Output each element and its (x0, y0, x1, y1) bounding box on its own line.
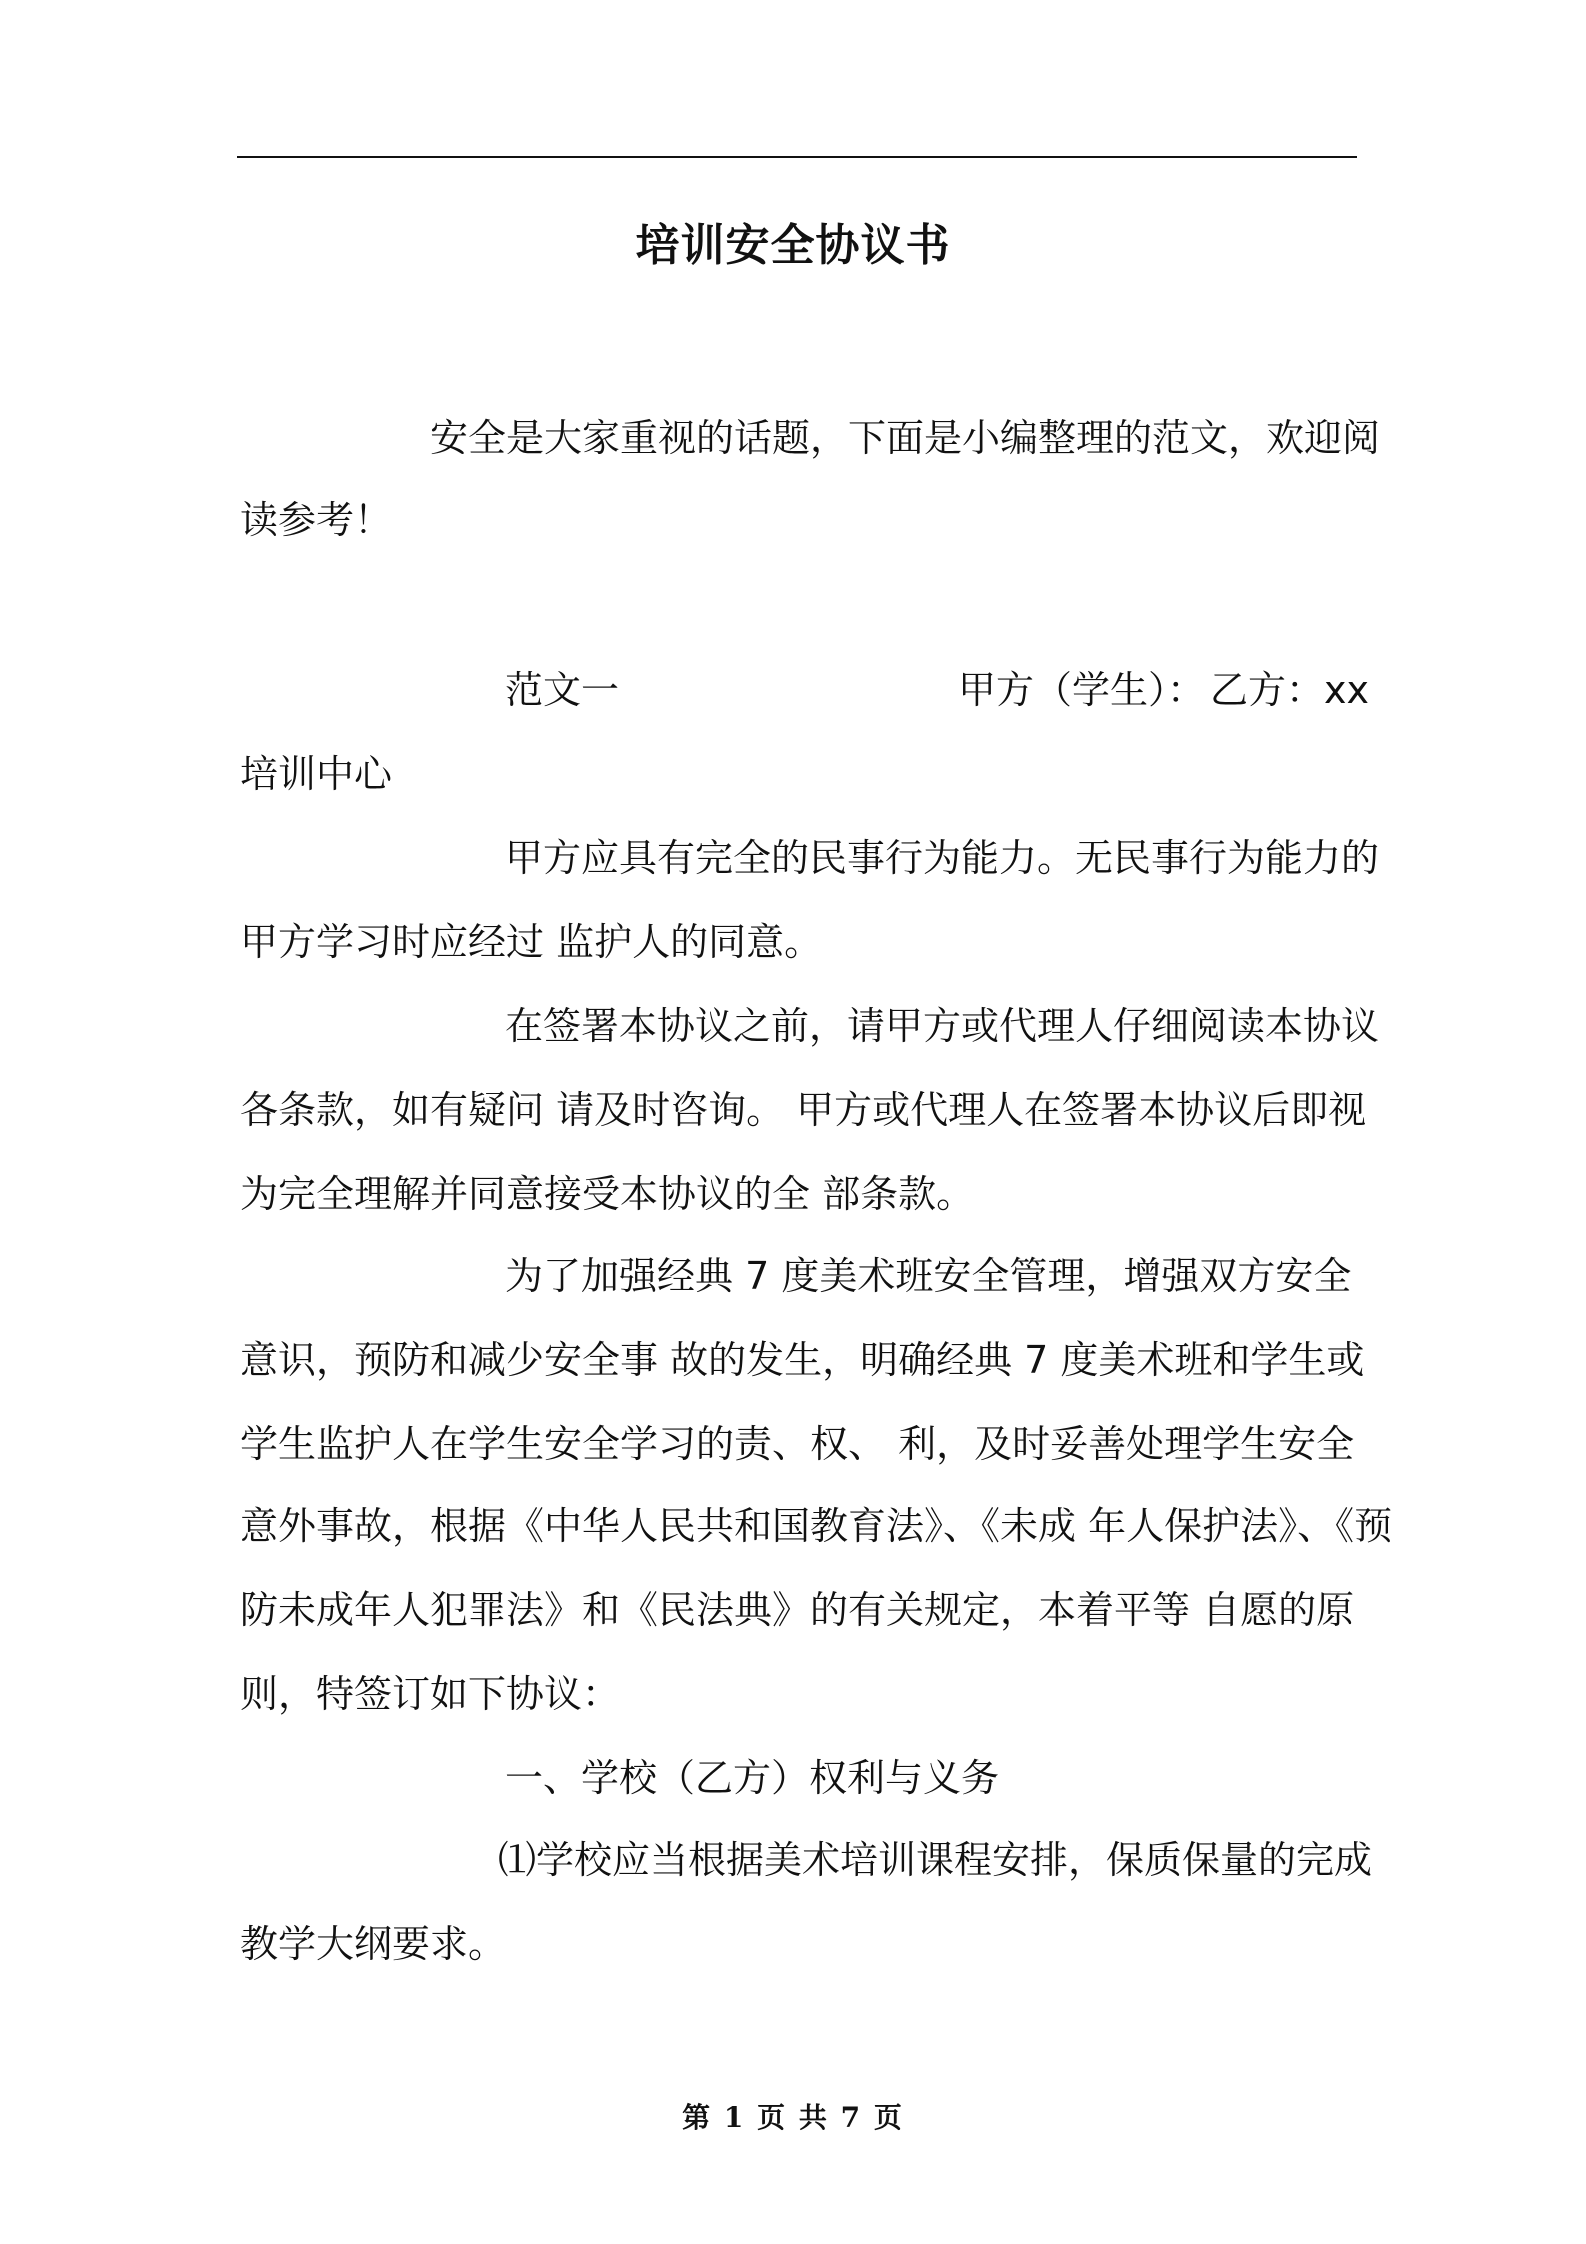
party-a-label: 甲方（学生）： (958, 668, 1206, 712)
paragraph-line: 甲方学习时应经过 监护人的同意。 (240, 920, 823, 964)
party-b-label: 乙方：xx (1210, 668, 1369, 712)
party-b-continuation: 培训中心 (240, 752, 393, 796)
paragraph-line: 为完全理解并同意接受本协议的全 部条款。 (240, 1172, 975, 1216)
paragraph-line: 则，特签订如下协议： (240, 1672, 621, 1716)
paragraph-line: 各条款，如有疑问 请及时咨询。 甲方或代理人在签署本协议后即视 (240, 1088, 1367, 1132)
section-item-line: ⑴学校应当根据美术培训课程安排，保质保量的完成 (498, 1838, 1373, 1882)
header-divider (237, 156, 1357, 158)
paragraph-line: 防未成年人犯罪法》和《民法典》的有关规定，本着平等 自愿的原 (240, 1588, 1355, 1632)
paragraph-line: 在签署本协议之前，请甲方或代理人仔细阅读本协议 (505, 1004, 1380, 1048)
paragraph-line: 学生监护人在学生安全学习的责、权、 利，及时妥善处理学生安全 (240, 1422, 1355, 1466)
paragraph-line: 甲方应具有完全的民事行为能力。无民事行为能力的 (505, 836, 1380, 880)
document-title: 培训安全协议书 (635, 220, 951, 271)
paragraph-line: 意外事故，根据《中华人民共和国教育法》、《未成 年人保护法》、《预 (240, 1504, 1393, 1548)
section-item-line: 教学大纲要求。 (240, 1922, 507, 1966)
page-footer: 第 1 页 共 7 页 (682, 2101, 904, 2134)
paragraph-line: 为了加强经典 7 度美术班安全管理，增强双方安全 (505, 1254, 1352, 1298)
section-heading: 一、学校（乙方）权利与义务 (505, 1756, 1000, 1800)
intro-line: 读参考！ (240, 498, 393, 542)
sample-label: 范文一 (505, 668, 620, 712)
paragraph-line: 意识，预防和减少安全事 故的发生，明确经典 7 度美术班和学生或 (240, 1338, 1365, 1382)
intro-line: 安全是大家重视的话题，下面是小编整理的范文，欢迎阅 (430, 416, 1381, 460)
